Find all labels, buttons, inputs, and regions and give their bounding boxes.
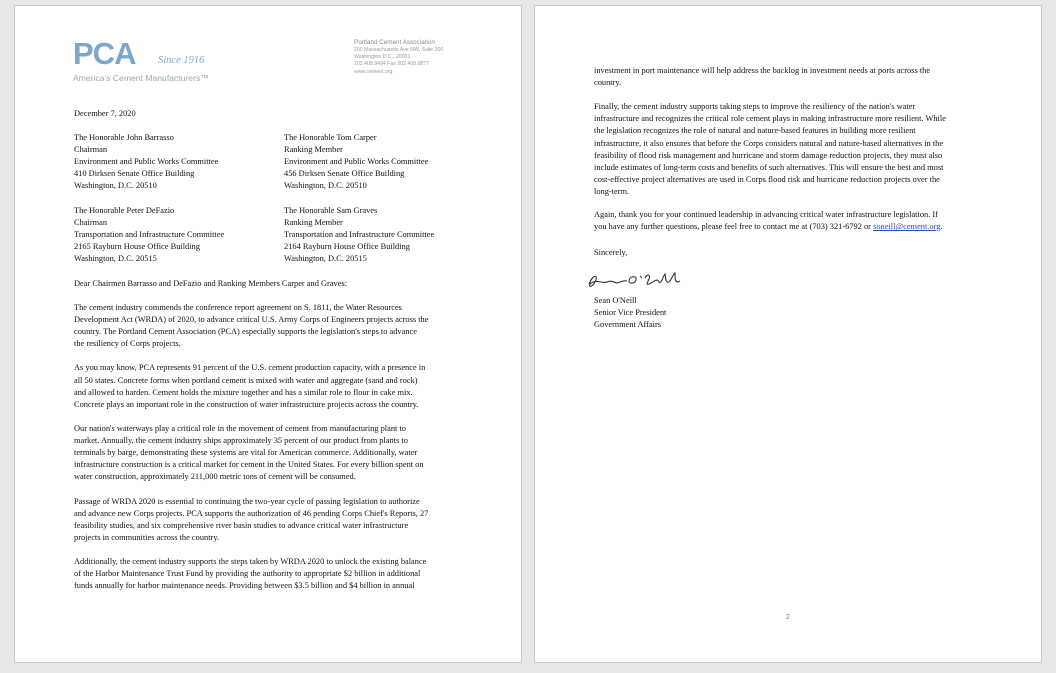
recipient-office: 2164 Rayburn House Office Building: [284, 242, 410, 252]
recipient-city: Washington, D.C. 20510: [74, 181, 157, 191]
text-line: and advance new Corps projects. PCA supports the authorization of 46 pending Corps Chief's Reports, 27: [74, 508, 429, 518]
recipient-title: Chairman: [74, 145, 108, 155]
text-line: investment in port maintenance will help address the backlog in investment needs at ports across the: [594, 66, 931, 75]
text-line: country.: [594, 78, 622, 88]
text-line: of the Harbor Maintenance Trust Fund by providing the authority to appropriate $2 billion in additional: [74, 569, 421, 579]
closing-line: [594, 221, 943, 233]
text-line: Additionally, the cement industry supports the steps taken by WRDA 2020 to unlock the existing balance: [74, 556, 427, 566]
document-page-2: [534, 5, 1042, 663]
page2-body: [594, 65, 1014, 210]
text-line: feasibility studies, and six comprehensive river basin studies to advance critical water infrastructure: [74, 520, 409, 530]
text-line: Finally, the cement industry supports taking steps to improve the resiliency of the nation's water: [594, 102, 916, 112]
recipient-title: Ranking Member: [284, 145, 343, 155]
since-label: Since 1916: [158, 55, 205, 66]
recipient-defazio: [74, 205, 224, 265]
recipient-title: Chairman: [74, 218, 108, 228]
closing-period: .: [940, 222, 943, 232]
text-line: Concrete plays an important role in the construction of water infrastructure projects across the country.: [74, 399, 419, 409]
recipient-name: The Honorable Tom Carper: [284, 133, 377, 142]
recipient-name: The Honorable Peter DeFazio: [74, 206, 175, 215]
text-line: market. Annually, the cement industry ships approximately 35 percent of our product from plants to: [74, 436, 408, 446]
text-line: Development Act (WRDA) of 2020, to advance critical U.S. Army Corps of Engineers projects across the: [74, 315, 429, 325]
closing-paragraph: [594, 209, 943, 233]
body-paragraph: [74, 362, 494, 410]
recipient-name: The Honorable John Barrasso: [74, 133, 174, 142]
text-line: include estimates of long-term costs and benefits of such alternatives. This will ensure the best and most: [594, 162, 944, 172]
text-line: water construction, approximately 211,000 metric tons of cement will be consumed.: [74, 472, 356, 482]
salutation: Dear Chairmen Barrasso and DeFazio and Ranking Members Carper and Graves:: [74, 279, 348, 288]
body-paragraph: [74, 556, 494, 592]
page1-body: [74, 302, 494, 604]
recipient-city: Washington, D.C. 20510: [284, 181, 367, 191]
signer-dept: Government Affairs: [594, 320, 662, 330]
valediction: Sincerely,: [594, 248, 628, 257]
signature-image: [585, 270, 685, 292]
recipient-committee: Environment and Public Works Committee: [74, 157, 219, 167]
text-line: long-term.: [594, 186, 630, 196]
recipient-office: 410 Dirksen Senate Office Building: [74, 169, 195, 179]
recipient-city: Washington, D.C. 20515: [284, 254, 367, 264]
recipient-committee: Transportation and Infrastructure Committee: [284, 230, 435, 240]
signer-title: Senior Vice President: [594, 308, 667, 318]
letterhead-address: [354, 39, 504, 76]
text-line: and allowed to harden. Cement holds the mixture together and has a similar role to flour in cake mix.: [74, 387, 413, 397]
body-paragraph: [74, 423, 494, 483]
recipient-title: Ranking Member: [284, 218, 343, 228]
text-line: infrastructure and recognizes the critical role cement plays in making infrastructure more resilient. While: [594, 114, 946, 124]
closing-line: Again, thank you for your continued leadership in advancing critical water infrastructure legislation. If: [594, 210, 938, 219]
logo-tagline: America's Cement Manufacturers™: [73, 73, 209, 83]
text-line: As you may know, PCA represents 91 percent of the U.S. cement production capacity, with a presence in: [74, 363, 426, 373]
org-name: Portland Cement Association: [354, 39, 435, 46]
closing-text: you have any further questions, please feel free to contact me at (703) 321-6792 or: [594, 222, 874, 232]
body-paragraph: [594, 101, 1014, 198]
recipient-office: 456 Dirksen Senate Office Building: [284, 169, 405, 179]
org-phone: 202.408.9494 Fax 202.408.0877: [354, 61, 429, 68]
body-paragraph: [74, 302, 494, 350]
signer-name: Sean O'Neill: [594, 296, 637, 305]
document-page-1: [14, 5, 522, 663]
text-line: The cement industry commends the conference report agreement on S. 1811, the Water Resources: [74, 303, 402, 312]
text-line: Our nation's waterways play a critical role in the movement of cement from manufacturing plant to: [74, 423, 406, 433]
text-line: terminals by barge, demonstrating these systems are vital for American commerce. Additionally, water: [74, 448, 418, 458]
text-line: infrastructure, it also ensures that before the Corps considers natural and nature-based alternatives in the: [594, 138, 944, 148]
body-paragraph: [594, 65, 1014, 89]
org-address-1: 200 Massachusetts Ave NW, Suite 200: [354, 47, 444, 53]
page-number: 2: [786, 614, 790, 621]
recipient-office: 2165 Rayburn House Office Building: [74, 242, 200, 252]
text-line: feasibility of flood risk management and hurricane and storm damage reduction projects, they must also: [594, 150, 943, 160]
pca-logo: PCA: [73, 36, 136, 71]
recipient-committee: Transportation and Infrastructure Committee: [74, 230, 225, 240]
recipient-barrasso: [74, 132, 218, 192]
text-line: projects in communities across the country.: [74, 532, 220, 542]
text-line: funds annually for harbor maintenance needs. Providing between $3.5 billion and $4 billion in annual: [74, 581, 415, 591]
letter-date: December 7, 2020: [74, 109, 136, 118]
org-website: www.cement.org: [354, 68, 393, 75]
org-address-2: Washington D.C., 20001: [354, 54, 411, 61]
recipient-graves: [284, 205, 434, 265]
recipient-carper: [284, 132, 428, 192]
text-line: Passage of WRDA 2020 is essential to continuing the two-year cycle of passing legislation to authorize: [74, 496, 420, 506]
text-line: the legislation recognizes the role of natural and nature-based features in building more resilient: [594, 126, 916, 136]
signature-block: [594, 295, 666, 331]
recipient-committee: Environment and Public Works Committee: [284, 157, 429, 167]
text-line: all 50 states. Concrete forms when portland cement is mixed with water and aggregate (sand and rock): [74, 375, 418, 385]
text-line: country. The Portland Cement Association (PCA) especially supports the legislation's steps to advance: [74, 327, 417, 337]
body-paragraph: [74, 496, 494, 544]
email-link[interactable]: soneill@cement.org: [873, 222, 941, 232]
recipient-name: The Honorable Sam Graves: [284, 206, 378, 215]
text-line: cost-effective project alternatives are used in Corps flood risk and hurricane reduction projects over the: [594, 174, 940, 184]
text-line: the resiliency of Corps projects.: [74, 339, 181, 349]
recipient-city: Washington, D.C. 20515: [74, 254, 157, 264]
text-line: infrastructure construction is a critical market for cement in the United States. For every billion spent on: [74, 460, 424, 470]
